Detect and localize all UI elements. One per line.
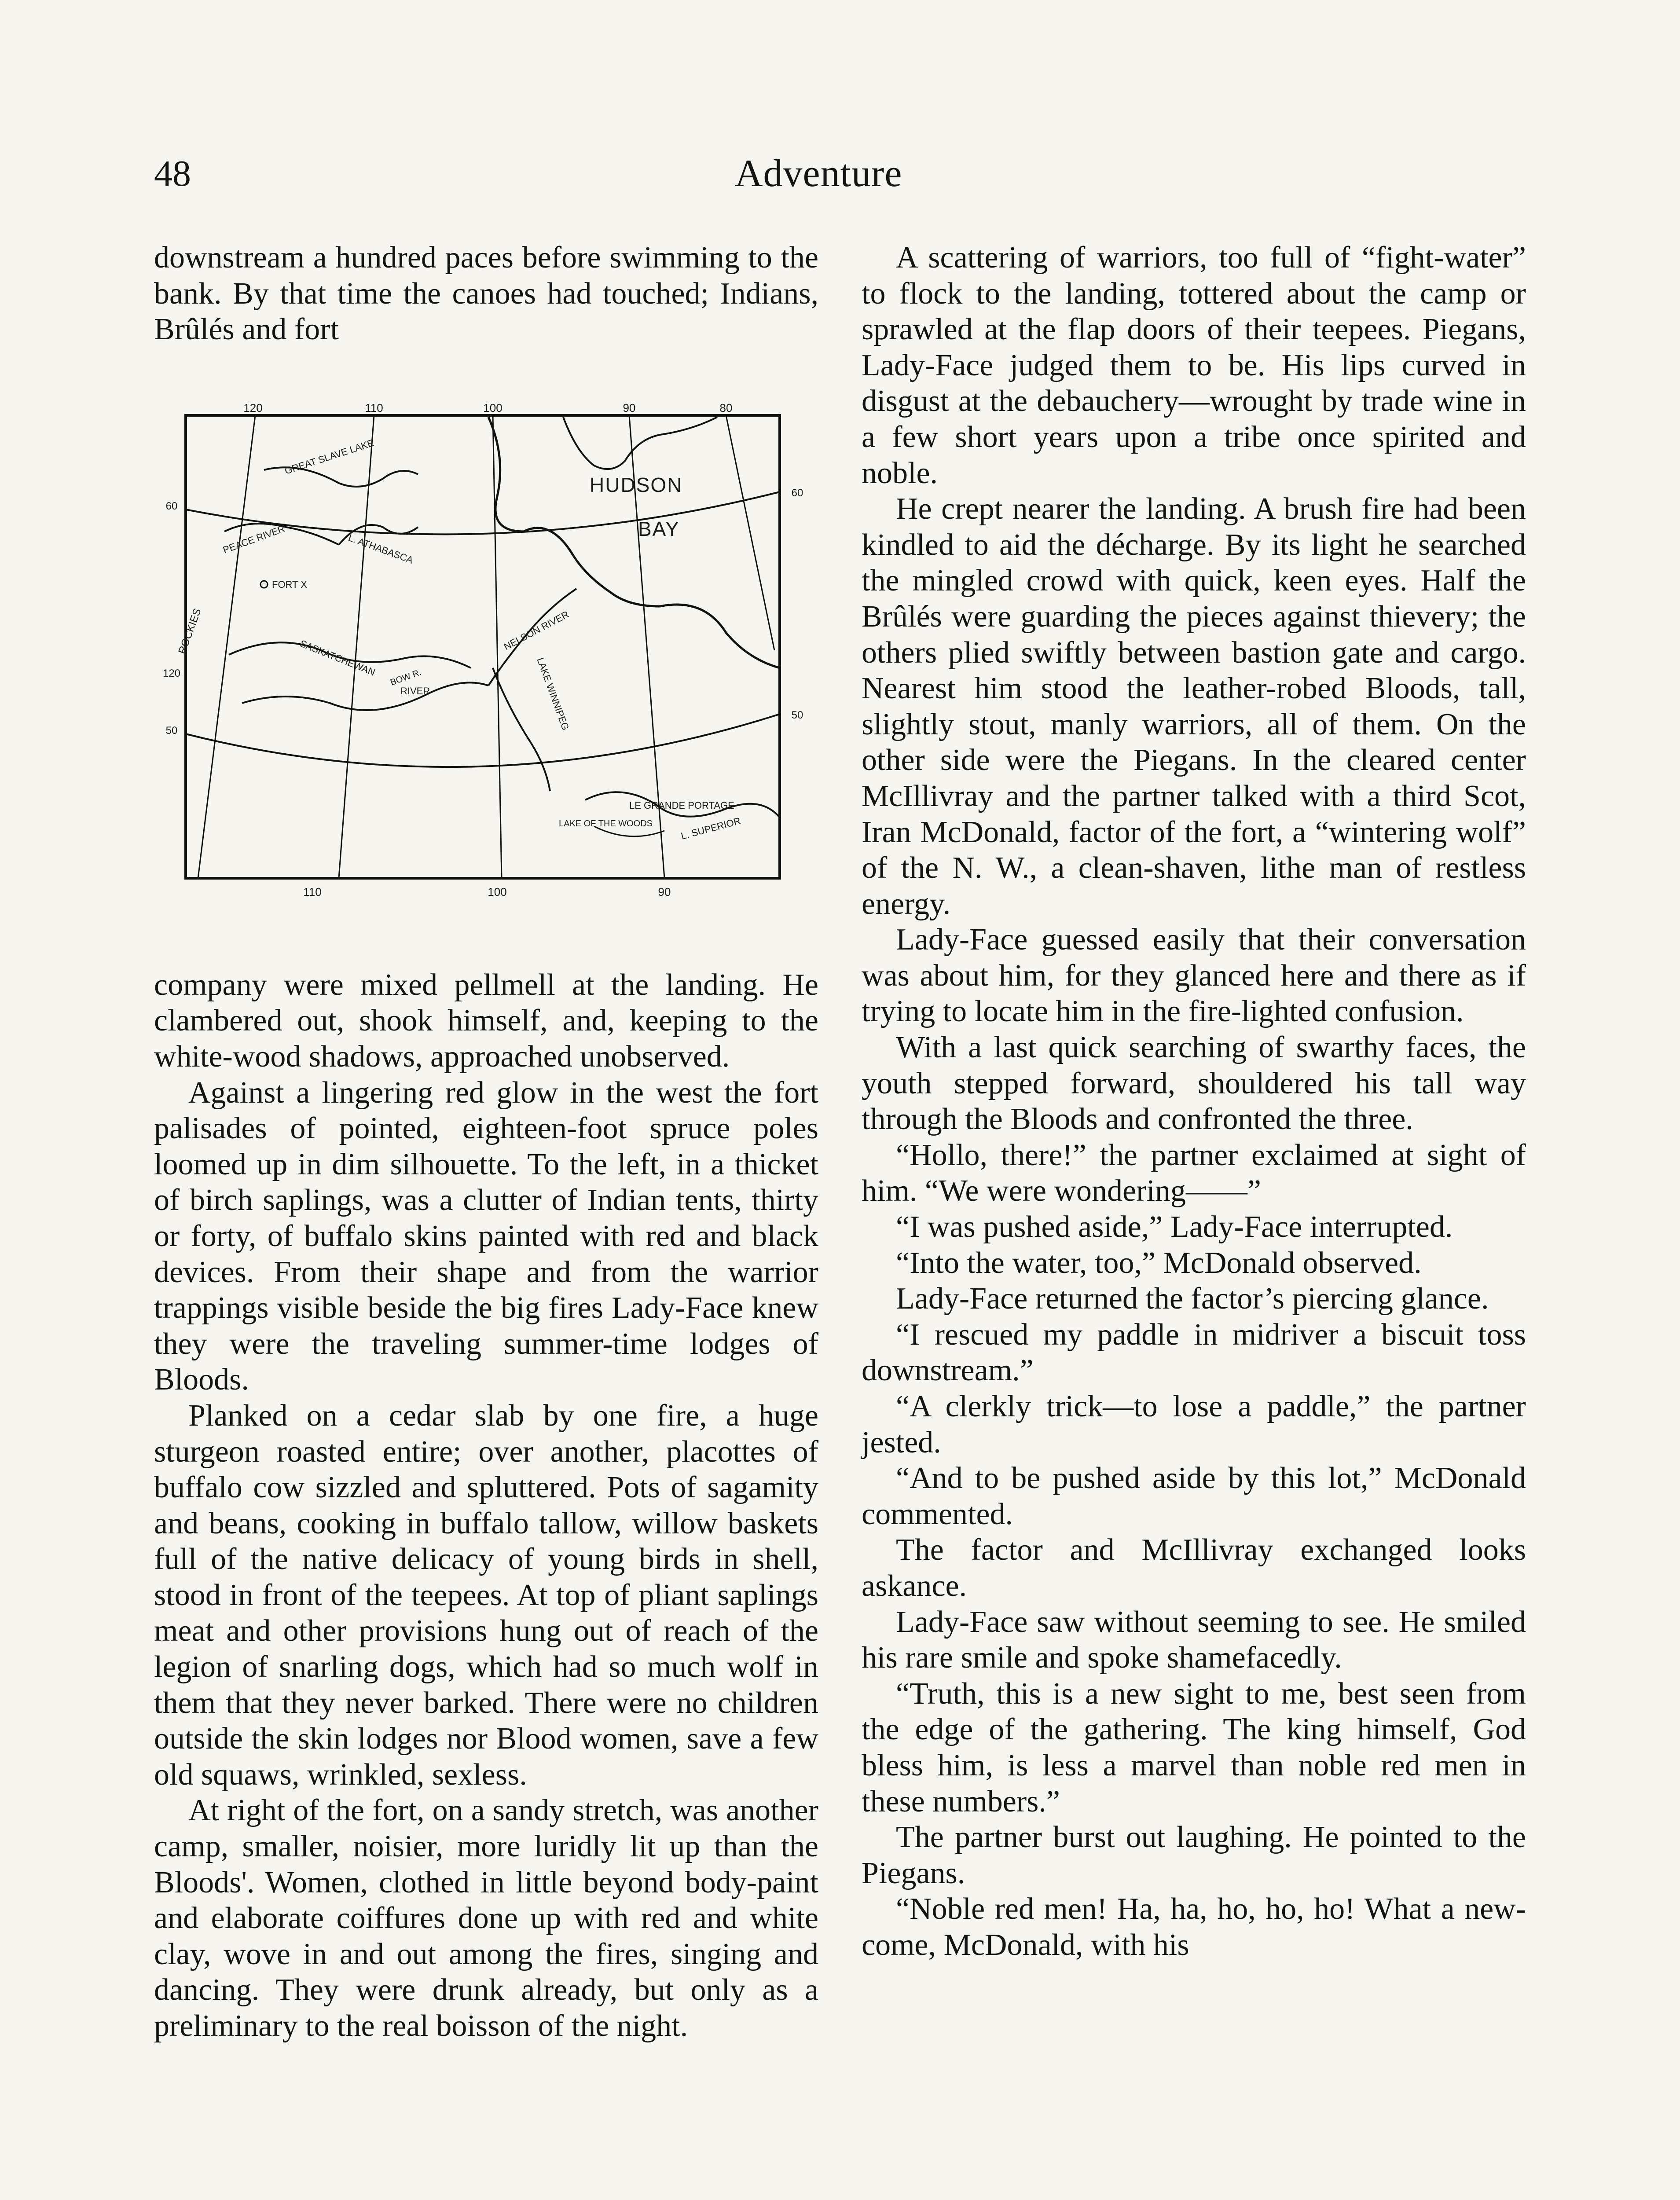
fort-x-marker (260, 581, 268, 588)
paragraph: Lady-Face returned the factor’s piercing glance. (896, 1282, 1489, 1316)
running-title: Adventure (735, 152, 902, 195)
map-label-saskatchewan: SASKATCHEWAN (298, 638, 377, 678)
paragraph: “I rescued my paddle in midriver a biscuit toss downstream.” (862, 1317, 1526, 1388)
map-label-great-slave-lake: GREAT SLAVE LAKE (283, 437, 375, 477)
tick-label: 80 (719, 401, 733, 414)
paragraph: The factor and McIllivray exchanged looks askance. (862, 1533, 1526, 1603)
map-label-lake-of-the-woods: LAKE OF THE WOODS (559, 818, 653, 829)
paragraph: “Truth, this is a new sight to me, best seen from the edge of the gathering. The king himself, God bless him, is less a marvel than noble red men in these numbers.” (862, 1676, 1526, 1819)
paragraph: Against a lingering red glow in the west the fort palisades of pointed, eighteen-foot spruce poles loomed up in dim silhouette. To the left, in a thicket of birch saplings, was a clutter of Indian tents, thirty or forty, of buffalo skins painted with red and black devices. From their shape and from the warrior trappings visible beside the big fires Lady-Face knew they were the traveling summer-time lodges of Bloods. (154, 1075, 818, 1397)
paragraph: At right of the fort, on a sandy stretch, was another camp, smaller, noisier, more luridly lit up than the Bloods'. Women, clothed in little beyond body-paint and elaborate coiffures done up with red and white clay, wove in and out among the fires, singing and dancing. They were drunk already, but only as a preliminary to the real boisson of the night. (154, 1793, 818, 2043)
left-column (154, 240, 818, 2044)
map-label-river: RIVER (400, 685, 430, 697)
right-column (862, 240, 1526, 1963)
tick-label: 110 (303, 885, 322, 898)
map-label-athabasca: L. ATHABASCA (347, 532, 415, 566)
paragraph: downstream a hundred paces before swimming to the bank. By that time the canoes had touched; Indians, Brûlés and fort (154, 241, 818, 347)
tick-label: 110 (365, 401, 383, 414)
map-label-le-grande-portage: LE GRANDE PORTAGE (629, 799, 734, 811)
paragraph: Lady-Face saw without seeming to see. He smiled his rare smile and spoke shamefacedly. (862, 1605, 1526, 1675)
map-label-hudson: HUDSON (590, 473, 683, 496)
paragraph: “A clerkly trick—to lose a paddle,” the partner jested. (862, 1390, 1526, 1459)
paragraph: “Into the water, too,” McDonald observed. (896, 1246, 1422, 1280)
map-label-lake-winnipeg: LAKE WINNIPEG (535, 656, 572, 732)
tick-label: 90 (623, 401, 636, 414)
map-label-superior: L. SUPERIOR (679, 815, 742, 842)
paragraph: With a last quick searching of swarthy faces, the youth stepped forward, shouldered his tall way through the Bloods and confronted the three. (862, 1030, 1526, 1137)
paragraph: The partner burst out laughing. He pointed to the Piegans. (862, 1820, 1526, 1890)
page-number: 48 (154, 153, 191, 194)
map-label-bow-river: BOW R. (389, 667, 423, 688)
paragraph: “I was pushed aside,” Lady-Face interrupted. (896, 1210, 1453, 1244)
paragraph: “Hollo, there!” the partner exclaimed at sight of him. “We were wondering——” (862, 1138, 1526, 1208)
tick-label: 60 (791, 487, 803, 499)
paragraph: Lady-Face guessed easily that their conversation was about him, for they glanced here and there as if trying to locate him in the fire-lighted confusion. (862, 923, 1526, 1029)
tick-label: 50 (791, 709, 803, 721)
map-label-rockies: ROCKIES (176, 607, 204, 656)
map-figure (154, 386, 818, 941)
map-label-nelson-river: NELSON RIVER (502, 609, 571, 653)
tick-label: 100 (488, 885, 507, 898)
paragraph: “And to be pushed aside by this lot,” McDonald commented. (862, 1461, 1526, 1531)
paragraph: Planked on a cedar slab by one fire, a huge sturgeon roasted entire; over another, placottes of buffalo cow sizzled and spluttered. Pots of sagamity and beans, cooking in buffalo tallow, willow baskets full of the native delicacy of young birds in shell, stood in front of the teepees. At top of pliant saplings meat and other provisions hung out of reach of the legion of snarling dogs, which had so much wolf in them that they never barked. There were no children outside the skin lodges nor Blood women, save a few old squaws, wrinkled, sexless. (154, 1398, 818, 1792)
tick-label: 100 (483, 401, 503, 414)
paragraph: “Noble red men! Ha, ha, ho, ho, ho! What a new-come, McDonald, with his (862, 1892, 1526, 1962)
tick-label: 90 (658, 885, 671, 898)
map-label-peace-river: PEACE RIVER (221, 523, 286, 556)
map-of-northwest-territory (154, 386, 818, 941)
tick-label: 60 (165, 500, 178, 512)
map-label-fort-x: FORT X (272, 579, 307, 590)
map-label-bay: BAY (638, 517, 680, 540)
paragraph: A scattering of warriors, too full of “fight-water” to flock to the landing, tottered about the camp or sprawled at the flap doors of their teepees. Piegans, Lady-Face judged them to be. His lips curved in disgust at the debauchery—wrought by trade wine in a few short years upon a tribe once spirited and noble. (862, 241, 1526, 490)
paragraph: company were mixed pellmell at the landing. He clambered out, shook himself, and, keeping to the white-wood shadows, approached unobserved. (154, 968, 818, 1074)
tick-label: 120 (162, 667, 181, 679)
paragraph: He crept nearer the landing. A brush fire had been kindled to aid the décharge. By its light he searched the mingled crowd with quick, keen eyes. Half the Brûlés were guarding the pieces against thievery; the others plied swiftly between bastion gate and cargo. Nearest him stood the leather-robed Bloods, tall, slightly stout, manly warriors, all of them. On the other side were the Piegans. In the cleared center McIllivray and the partner talked with a third Scot, Iran McDonald, factor of the fort, a “wintering wolf” of the N. W., a clean-shaven, lithe man of restless energy. (862, 492, 1526, 921)
tick-label: 50 (165, 724, 178, 737)
tick-label: 120 (243, 401, 263, 414)
